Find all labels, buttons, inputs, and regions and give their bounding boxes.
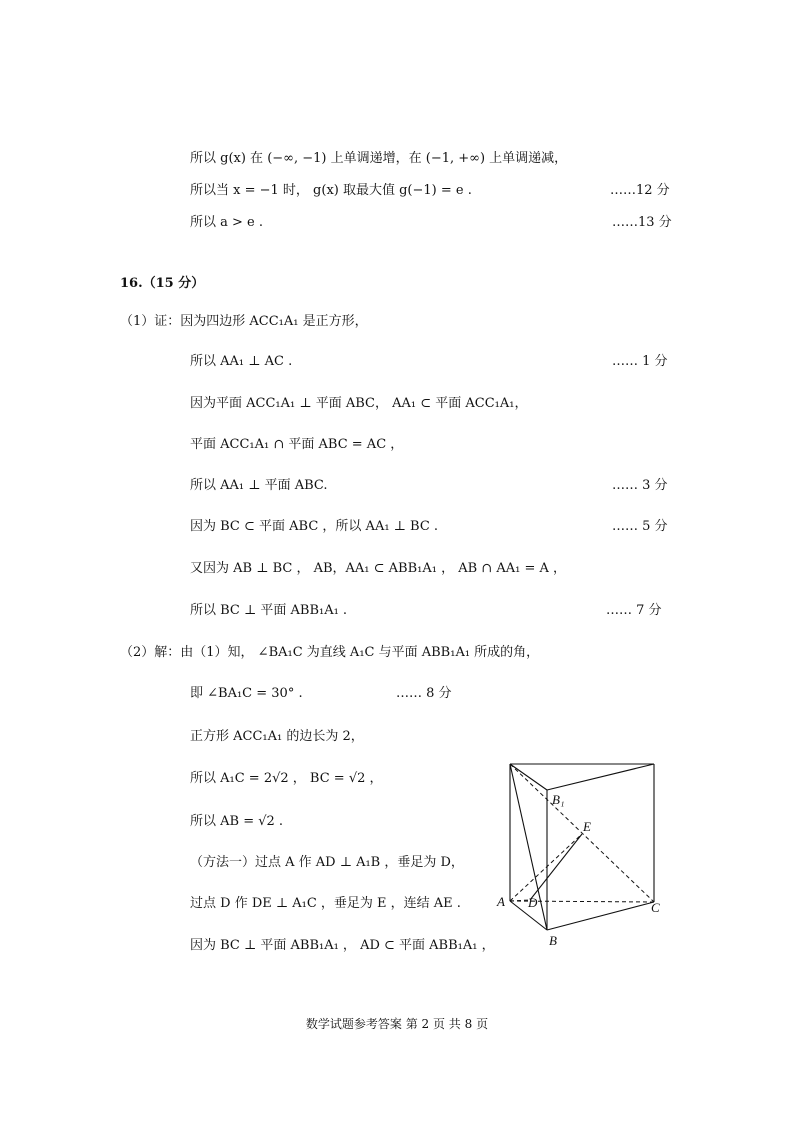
edge-BC: [547, 902, 654, 930]
text-line: 所以 AA₁ ⊥ AC .: [190, 354, 293, 369]
prism-figure: [490, 750, 680, 960]
score-mark: …… 5 分: [612, 519, 668, 534]
text-line: 因为 BC ⊂ 平面 ABC ，所以 AA₁ ⊥ BC .: [190, 519, 439, 534]
score-mark: …… 1 分: [612, 354, 668, 369]
label-B1: B₁: [552, 792, 565, 807]
label-C: C: [651, 900, 660, 915]
text-line: （1）证：因为四边形 ACC₁A₁ 是正方形，: [120, 314, 368, 329]
text-line: 因为 BC ⊥ 平面 ABB₁A₁ ， AD ⊂ 平面 ABB₁A₁ ，: [190, 938, 495, 953]
score-mark: ……13 分: [612, 215, 672, 230]
score-mark: ……12 分: [610, 183, 670, 198]
text-line: 所以当 x = −1 时， g(x) 取最大值 g(−1) = e .: [190, 183, 472, 198]
text-line: 过点 D 作 DE ⊥ A₁C ，垂足为 E ，连结 AE .: [190, 896, 461, 911]
label-E: E: [583, 819, 591, 834]
page-footer: 数学试题参考答案 第 2 页 共 8 页: [305, 1017, 489, 1031]
label-A: A: [497, 894, 505, 909]
score-mark: …… 8 分: [396, 686, 452, 701]
text-line: 所以 a > e .: [190, 215, 263, 230]
text-line: 又因为 AB ⊥ BC ， AB，AA₁ ⊂ ABB₁A₁ ， AB ∩ AA₁ = A ，: [190, 561, 566, 576]
edge-top-right: [547, 764, 654, 790]
text-line: 即 ∠BA₁C = 30° .: [190, 686, 303, 701]
text-line: 所以 AB = √2 .: [190, 814, 284, 829]
label-D: D: [528, 895, 538, 910]
text-line: （方法一）过点 A 作 AD ⊥ A₁B ，垂足为 D，: [190, 855, 464, 870]
text-line: 所以 AA₁ ⊥ 平面 ABC.: [190, 478, 328, 493]
text-line: 所以 BC ⊥ 平面 ABB₁A₁ .: [190, 603, 348, 618]
text-line: 平面 ACC₁A₁ ∩ 平面 ABC = AC ，: [190, 437, 404, 452]
text-line: 所以 g(x) 在 (−∞, −1) 上单调递增，在 (−1, +∞) 上单调递减，: [190, 151, 568, 166]
text-line: 因为平面 ACC₁A₁ ⊥ 平面 ABC， AA₁ ⊂ 平面 ACC₁A₁，: [190, 396, 528, 411]
score-mark: …… 7 分: [606, 603, 662, 618]
text-line: （2）解：由（1）知， ∠BA₁C 为直线 A₁C 与平面 ABB₁A₁ 所成的角，: [120, 645, 540, 660]
edge-top-front: [510, 764, 547, 790]
text-line: 所以 A₁C = 2√2 ， BC = √2 ，: [190, 771, 383, 786]
question-header: 16.（15 分）: [120, 276, 205, 291]
score-mark: …… 3 分: [612, 478, 668, 493]
line-DE: [530, 834, 582, 900]
label-B: B: [549, 933, 557, 948]
text-line: 正方形 ACC₁A₁ 的边长为 2，: [190, 729, 364, 744]
hidden-AE: [510, 834, 582, 901]
